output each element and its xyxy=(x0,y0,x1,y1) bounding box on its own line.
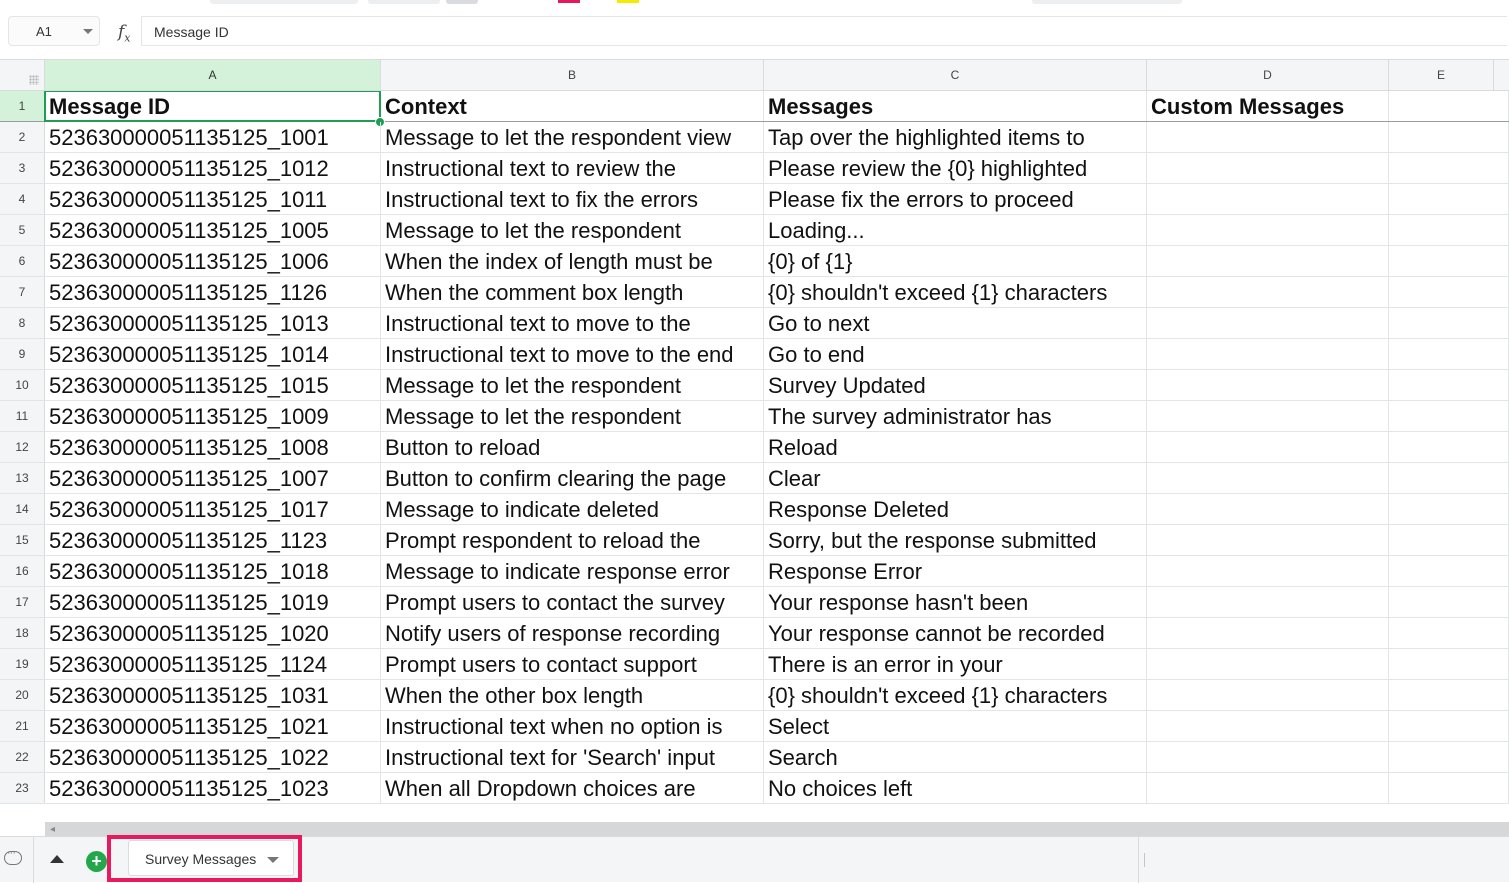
cell-e[interactable] xyxy=(1389,773,1509,803)
cell-b[interactable]: Context xyxy=(381,91,764,121)
row-number[interactable]: 21 xyxy=(0,711,45,741)
cell-c[interactable]: Response Deleted xyxy=(764,494,1147,524)
cell-d[interactable] xyxy=(1147,587,1389,617)
font-color-indicator[interactable] xyxy=(558,0,580,3)
cell-e[interactable] xyxy=(1389,556,1509,586)
cell-c[interactable]: Go to next xyxy=(764,308,1147,338)
divider xyxy=(33,837,34,883)
cell-c[interactable]: Survey Updated xyxy=(764,370,1147,400)
cell-d[interactable] xyxy=(1147,525,1389,555)
function-icon[interactable]: $f_x$ xyxy=(118,22,131,45)
table-row xyxy=(0,525,1509,556)
name-box[interactable] xyxy=(8,16,100,46)
cell-e[interactable] xyxy=(1389,153,1509,183)
table-row xyxy=(0,308,1509,339)
chevron-down-icon[interactable] xyxy=(83,29,93,34)
row-number[interactable]: 8 xyxy=(0,308,45,338)
cell-d[interactable] xyxy=(1147,494,1389,524)
cell-b[interactable]: Instructional text to move to the xyxy=(381,308,764,338)
row-number[interactable]: 9 xyxy=(0,339,45,369)
cell-a[interactable]: 523630000051135125_1006 xyxy=(45,246,381,276)
cell-b[interactable]: When all Dropdown choices are xyxy=(381,773,764,803)
table-row xyxy=(0,773,1509,804)
cell-c[interactable]: The survey administrator has xyxy=(764,401,1147,431)
toolbar-remnant xyxy=(1032,0,1182,4)
column-header-row xyxy=(0,59,1509,91)
chat-icon[interactable] xyxy=(4,851,22,865)
cell-b[interactable]: When the other box length xyxy=(381,680,764,710)
table-row xyxy=(0,246,1509,277)
horizontal-scrollbar[interactable] xyxy=(45,822,1509,836)
column-header-d[interactable]: D xyxy=(1147,60,1389,90)
cell-a[interactable]: 523630000051135125_1018 xyxy=(45,556,381,586)
table-row xyxy=(0,711,1509,742)
row-number[interactable]: 1 xyxy=(0,91,45,121)
cell-b[interactable]: Message to let the respondent xyxy=(381,370,764,400)
divider xyxy=(1144,853,1145,867)
cell-b[interactable]: Message to let the respondent xyxy=(381,401,764,431)
cell-e[interactable] xyxy=(1389,494,1509,524)
select-all-icon xyxy=(29,75,39,85)
table-row xyxy=(0,494,1509,525)
cell-e[interactable] xyxy=(1389,184,1509,214)
table-row xyxy=(0,184,1509,215)
table-row xyxy=(0,370,1509,401)
row-number[interactable]: 17 xyxy=(0,587,45,617)
row-number[interactable]: 10 xyxy=(0,370,45,400)
cell-a[interactable]: 523630000051135125_1019 xyxy=(45,587,381,617)
cell-a[interactable]: Message ID xyxy=(45,91,381,121)
cell-c[interactable]: Reload xyxy=(764,432,1147,462)
highlight-box xyxy=(107,835,302,882)
row-number[interactable]: 11 xyxy=(0,401,45,431)
add-sheet-icon[interactable]: + xyxy=(86,851,107,872)
toolbar-remnant xyxy=(368,0,440,4)
column-header-e[interactable]: E xyxy=(1389,60,1494,90)
table-row xyxy=(0,680,1509,711)
cell-e[interactable] xyxy=(1389,401,1509,431)
row-number[interactable]: 22 xyxy=(0,742,45,772)
cell-d[interactable] xyxy=(1147,711,1389,741)
cell-d[interactable] xyxy=(1147,649,1389,679)
cell-a[interactable]: 523630000051135125_1015 xyxy=(45,370,381,400)
cell-a[interactable]: 523630000051135125_1031 xyxy=(45,680,381,710)
row-number[interactable]: 5 xyxy=(0,215,45,245)
sheet-list-up-icon[interactable] xyxy=(50,855,64,863)
cell-d[interactable] xyxy=(1147,401,1389,431)
table-row xyxy=(0,463,1509,494)
cell-a[interactable]: 523630000051135125_1008 xyxy=(45,432,381,462)
cell-c[interactable]: Response Error xyxy=(764,556,1147,586)
row-number[interactable]: 4 xyxy=(0,184,45,214)
cell-e[interactable] xyxy=(1389,742,1509,772)
table-row xyxy=(0,742,1509,773)
table-row xyxy=(0,277,1509,308)
cell-e[interactable] xyxy=(1389,122,1509,152)
cell-e[interactable] xyxy=(1389,246,1509,276)
cell-b[interactable]: Button to reload xyxy=(381,432,764,462)
row-number[interactable]: 19 xyxy=(0,649,45,679)
cell-c[interactable]: Sorry, but the response submitted xyxy=(764,525,1147,555)
cell-b[interactable]: Prompt users to contact the survey xyxy=(381,587,764,617)
fill-color-indicator[interactable] xyxy=(617,0,639,3)
cell-e[interactable] xyxy=(1389,432,1509,462)
cell-c[interactable]: Clear xyxy=(764,463,1147,493)
cell-e[interactable] xyxy=(1389,339,1509,369)
top-toolbar-strip xyxy=(0,0,1509,10)
cell-a[interactable]: 523630000051135125_1012 xyxy=(45,153,381,183)
cell-a[interactable]: 523630000051135125_1007 xyxy=(45,463,381,493)
cell-b[interactable]: Notify users of response recording xyxy=(381,618,764,648)
cell-e[interactable] xyxy=(1389,308,1509,338)
cell-a[interactable]: 523630000051135125_1023 xyxy=(45,773,381,803)
cell-e[interactable] xyxy=(1389,711,1509,741)
row-number[interactable]: 23 xyxy=(0,773,45,803)
table-row xyxy=(0,649,1509,680)
cell-c[interactable]: No choices left xyxy=(764,773,1147,803)
formula-input[interactable] xyxy=(141,16,1507,46)
cell-c[interactable]: Search xyxy=(764,742,1147,772)
cell-a[interactable]: 523630000051135125_1124 xyxy=(45,649,381,679)
cell-d[interactable] xyxy=(1147,308,1389,338)
cell-a[interactable]: 523630000051135125_1020 xyxy=(45,618,381,648)
cell-d[interactable] xyxy=(1147,215,1389,245)
cell-e[interactable] xyxy=(1389,618,1509,648)
cell-c[interactable]: {0} of {1} xyxy=(764,246,1147,276)
sheet-tab-bar xyxy=(0,836,1509,882)
cell-b[interactable]: Prompt respondent to reload the xyxy=(381,525,764,555)
row-number[interactable]: 20 xyxy=(0,680,45,710)
cell-d[interactable] xyxy=(1147,742,1389,772)
cell-e[interactable] xyxy=(1389,649,1509,679)
table-row xyxy=(0,215,1509,246)
cell-c[interactable]: Your response cannot be recorded xyxy=(764,618,1147,648)
cell-a[interactable]: 523630000051135125_1005 xyxy=(45,215,381,245)
row-number[interactable]: 7 xyxy=(0,277,45,307)
toolbar-remnant xyxy=(210,0,358,4)
cell-d[interactable] xyxy=(1147,184,1389,214)
cell-a[interactable]: 523630000051135125_1011 xyxy=(45,184,381,214)
table-row xyxy=(0,432,1509,463)
table-row xyxy=(0,401,1509,432)
cell-a[interactable]: 523630000051135125_1126 xyxy=(45,277,381,307)
cell-e[interactable] xyxy=(1389,680,1509,710)
cell-d[interactable] xyxy=(1147,246,1389,276)
cell-d[interactable] xyxy=(1147,773,1389,803)
cell-b[interactable]: Message to let the respondent xyxy=(381,215,764,245)
cell-b[interactable]: Message to let the respondent view xyxy=(381,122,764,152)
row-number[interactable]: 12 xyxy=(0,432,45,462)
name-box-value: A1 xyxy=(36,24,52,39)
cell-e[interactable] xyxy=(1389,370,1509,400)
cell-c[interactable]: {0} shouldn't exceed {1} characters xyxy=(764,680,1147,710)
cell-d[interactable] xyxy=(1147,618,1389,648)
cell-c[interactable]: Your response hasn't been xyxy=(764,587,1147,617)
cell-c[interactable]: Loading... xyxy=(764,215,1147,245)
table-row xyxy=(0,556,1509,587)
row-number[interactable]: 18 xyxy=(0,618,45,648)
cell-b[interactable]: Button to confirm clearing the page xyxy=(381,463,764,493)
cell-c[interactable]: Select xyxy=(764,711,1147,741)
cell-e[interactable] xyxy=(1389,277,1509,307)
cell-d[interactable] xyxy=(1147,339,1389,369)
cell-a[interactable]: 523630000051135125_1021 xyxy=(45,711,381,741)
cell-c[interactable]: Tap over the highlighted items to xyxy=(764,122,1147,152)
column-header-a[interactable]: A xyxy=(45,60,381,90)
cell-d[interactable] xyxy=(1147,463,1389,493)
cell-b[interactable]: Instructional text to fix the errors xyxy=(381,184,764,214)
sheet-tab-label: Survey Messages xyxy=(145,851,257,867)
cell-d[interactable] xyxy=(1147,277,1389,307)
cell-e[interactable] xyxy=(1389,91,1509,121)
table-row xyxy=(0,587,1509,618)
cell-a[interactable]: 523630000051135125_1022 xyxy=(45,742,381,772)
cell-a[interactable]: 523630000051135125_1123 xyxy=(45,525,381,555)
row-number[interactable]: 13 xyxy=(0,463,45,493)
row-number[interactable]: 6 xyxy=(0,246,45,276)
cell-e[interactable] xyxy=(1389,215,1509,245)
cell-d[interactable] xyxy=(1147,153,1389,183)
table-row xyxy=(0,339,1509,370)
cell-d[interactable] xyxy=(1147,122,1389,152)
cell-d[interactable] xyxy=(1147,556,1389,586)
cell-d[interactable] xyxy=(1147,370,1389,400)
formula-value: Message ID xyxy=(154,24,229,40)
table-row xyxy=(0,153,1509,184)
cell-d[interactable]: Custom Messages xyxy=(1147,91,1389,121)
table-row xyxy=(0,618,1509,649)
cell-a[interactable]: 523630000051135125_1014 xyxy=(45,339,381,369)
table-row xyxy=(0,122,1509,153)
column-header-b[interactable]: B xyxy=(381,60,764,90)
cell-e[interactable] xyxy=(1389,587,1509,617)
row-number[interactable]: 14 xyxy=(0,494,45,524)
cell-b[interactable]: When the comment box length xyxy=(381,277,764,307)
header-row xyxy=(0,91,1509,122)
cell-a[interactable]: 523630000051135125_1013 xyxy=(45,308,381,338)
column-header-c[interactable]: C xyxy=(764,60,1147,90)
row-number[interactable]: 2 xyxy=(0,122,45,152)
cell-b[interactable]: Instructional text when no option is xyxy=(381,711,764,741)
formula-bar xyxy=(0,10,1509,56)
cell-c[interactable]: Please review the {0} highlighted xyxy=(764,153,1147,183)
row-number[interactable]: 16 xyxy=(0,556,45,586)
cell-a[interactable]: 523630000051135125_1009 xyxy=(45,401,381,431)
cell-b[interactable]: Message to indicate deleted xyxy=(381,494,764,524)
cell-b[interactable]: Prompt users to contact support xyxy=(381,649,764,679)
cell-d[interactable] xyxy=(1147,432,1389,462)
row-number[interactable]: 3 xyxy=(0,153,45,183)
cell-e[interactable] xyxy=(1389,525,1509,555)
row-number[interactable]: 15 xyxy=(0,525,45,555)
cell-b[interactable]: When the index of length must be xyxy=(381,246,764,276)
cell-c[interactable]: Please fix the errors to proceed xyxy=(764,184,1147,214)
cell-c[interactable]: Messages xyxy=(764,91,1147,121)
cell-d[interactable] xyxy=(1147,680,1389,710)
cell-c[interactable]: There is an error in your xyxy=(764,649,1147,679)
cell-grid xyxy=(0,91,1509,822)
cell-c[interactable]: Go to end xyxy=(764,339,1147,369)
toolbar-remnant xyxy=(446,0,478,4)
cell-b[interactable]: Instructional text to move to the end xyxy=(381,339,764,369)
divider xyxy=(1138,837,1139,883)
cell-b[interactable]: Instructional text for 'Search' input xyxy=(381,742,764,772)
cell-b[interactable]: Message to indicate response error xyxy=(381,556,764,586)
cell-a[interactable]: 523630000051135125_1001 xyxy=(45,122,381,152)
cell-b[interactable]: Instructional text to review the xyxy=(381,153,764,183)
cell-c[interactable]: {0} shouldn't exceed {1} characters xyxy=(764,277,1147,307)
scroll-left-icon[interactable]: ◂ xyxy=(50,824,56,835)
cell-a[interactable]: 523630000051135125_1017 xyxy=(45,494,381,524)
cell-e[interactable] xyxy=(1389,463,1509,493)
select-all-corner[interactable] xyxy=(0,60,45,90)
